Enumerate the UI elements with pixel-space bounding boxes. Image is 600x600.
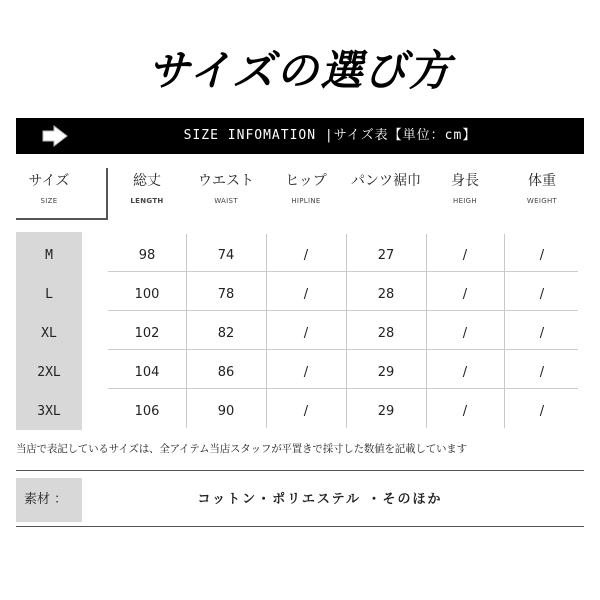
hip-value: / <box>303 365 309 380</box>
header-label: 体重 <box>528 173 556 189</box>
material-label-box <box>16 478 82 522</box>
header-height <box>426 164 504 220</box>
header-waist <box>186 164 266 220</box>
header-sublabel: LENGTH <box>130 197 164 205</box>
header-sublabel: HIPLINE <box>291 197 321 205</box>
hem-width-value: 29 <box>377 404 395 419</box>
header-label: 身長 <box>451 173 479 189</box>
header-hem-width <box>346 164 426 220</box>
header-sublabel: HEIGH <box>453 197 477 205</box>
divider <box>16 470 584 471</box>
waist-value: 74 <box>217 248 235 263</box>
height-value: / <box>462 404 468 419</box>
hem-width-value: 27 <box>377 248 395 263</box>
material-label: 素材 ： <box>24 492 68 507</box>
hem-width-value: 28 <box>377 326 395 341</box>
header-underline <box>16 218 108 220</box>
header-label: ウエスト <box>198 173 254 189</box>
page-title: サイズの選び方 <box>147 46 453 95</box>
divider <box>16 526 584 527</box>
header-sublabel: WAIST <box>214 197 238 205</box>
header-label: ヒップ <box>285 173 327 189</box>
length-value: 104 <box>134 365 160 380</box>
length-value: 100 <box>134 287 160 302</box>
height-value: / <box>462 248 468 263</box>
waist-value: 86 <box>217 365 235 380</box>
material-value: コットン・ポリエステル ・そのほか <box>197 492 443 507</box>
waist-value: 82 <box>217 326 235 341</box>
size-info-banner <box>16 118 584 154</box>
waist-value: 90 <box>217 404 235 419</box>
header-label: パンツ裾巾 <box>351 173 421 189</box>
weight-value: / <box>539 287 545 302</box>
size-label: 3XL <box>37 404 61 419</box>
header-weight <box>504 164 580 220</box>
header-hip <box>266 164 346 220</box>
length-value: 106 <box>134 404 160 419</box>
hip-value: / <box>303 287 309 302</box>
weight-value: / <box>539 326 545 341</box>
weight-value: / <box>539 404 545 419</box>
length-value: 102 <box>134 326 160 341</box>
right-arrow-icon <box>40 123 70 149</box>
header-divider <box>106 168 108 220</box>
hip-value: / <box>303 326 309 341</box>
length-value: 98 <box>138 248 156 263</box>
header-size <box>16 164 82 220</box>
hip-value: / <box>303 248 309 263</box>
banner-text: SIZE INFOMATION |サイズ表【単位：cm】 <box>183 128 477 143</box>
header-label: 総丈 <box>133 173 161 189</box>
height-value: / <box>462 365 468 380</box>
size-label: 2XL <box>37 365 61 380</box>
weight-value: / <box>539 248 545 263</box>
header-sublabel: WEIGHT <box>526 197 558 205</box>
header-label: サイズ <box>28 173 70 189</box>
size-label: L <box>45 287 53 302</box>
size-label: XL <box>41 326 57 341</box>
weight-value: / <box>539 365 545 380</box>
waist-value: 78 <box>217 287 235 302</box>
hem-width-value: 28 <box>377 287 395 302</box>
hem-width-value: 29 <box>377 365 395 380</box>
hip-value: / <box>303 404 309 419</box>
header-length <box>108 164 186 220</box>
height-value: / <box>462 326 468 341</box>
header-sublabel: SIZE <box>40 197 58 205</box>
size-label: M <box>45 248 53 263</box>
height-value: / <box>462 287 468 302</box>
measurement-note: 当店で表記しているサイズは、全アイテム当店スタッフが平置きで採寸した数値を記載しています <box>16 443 467 455</box>
